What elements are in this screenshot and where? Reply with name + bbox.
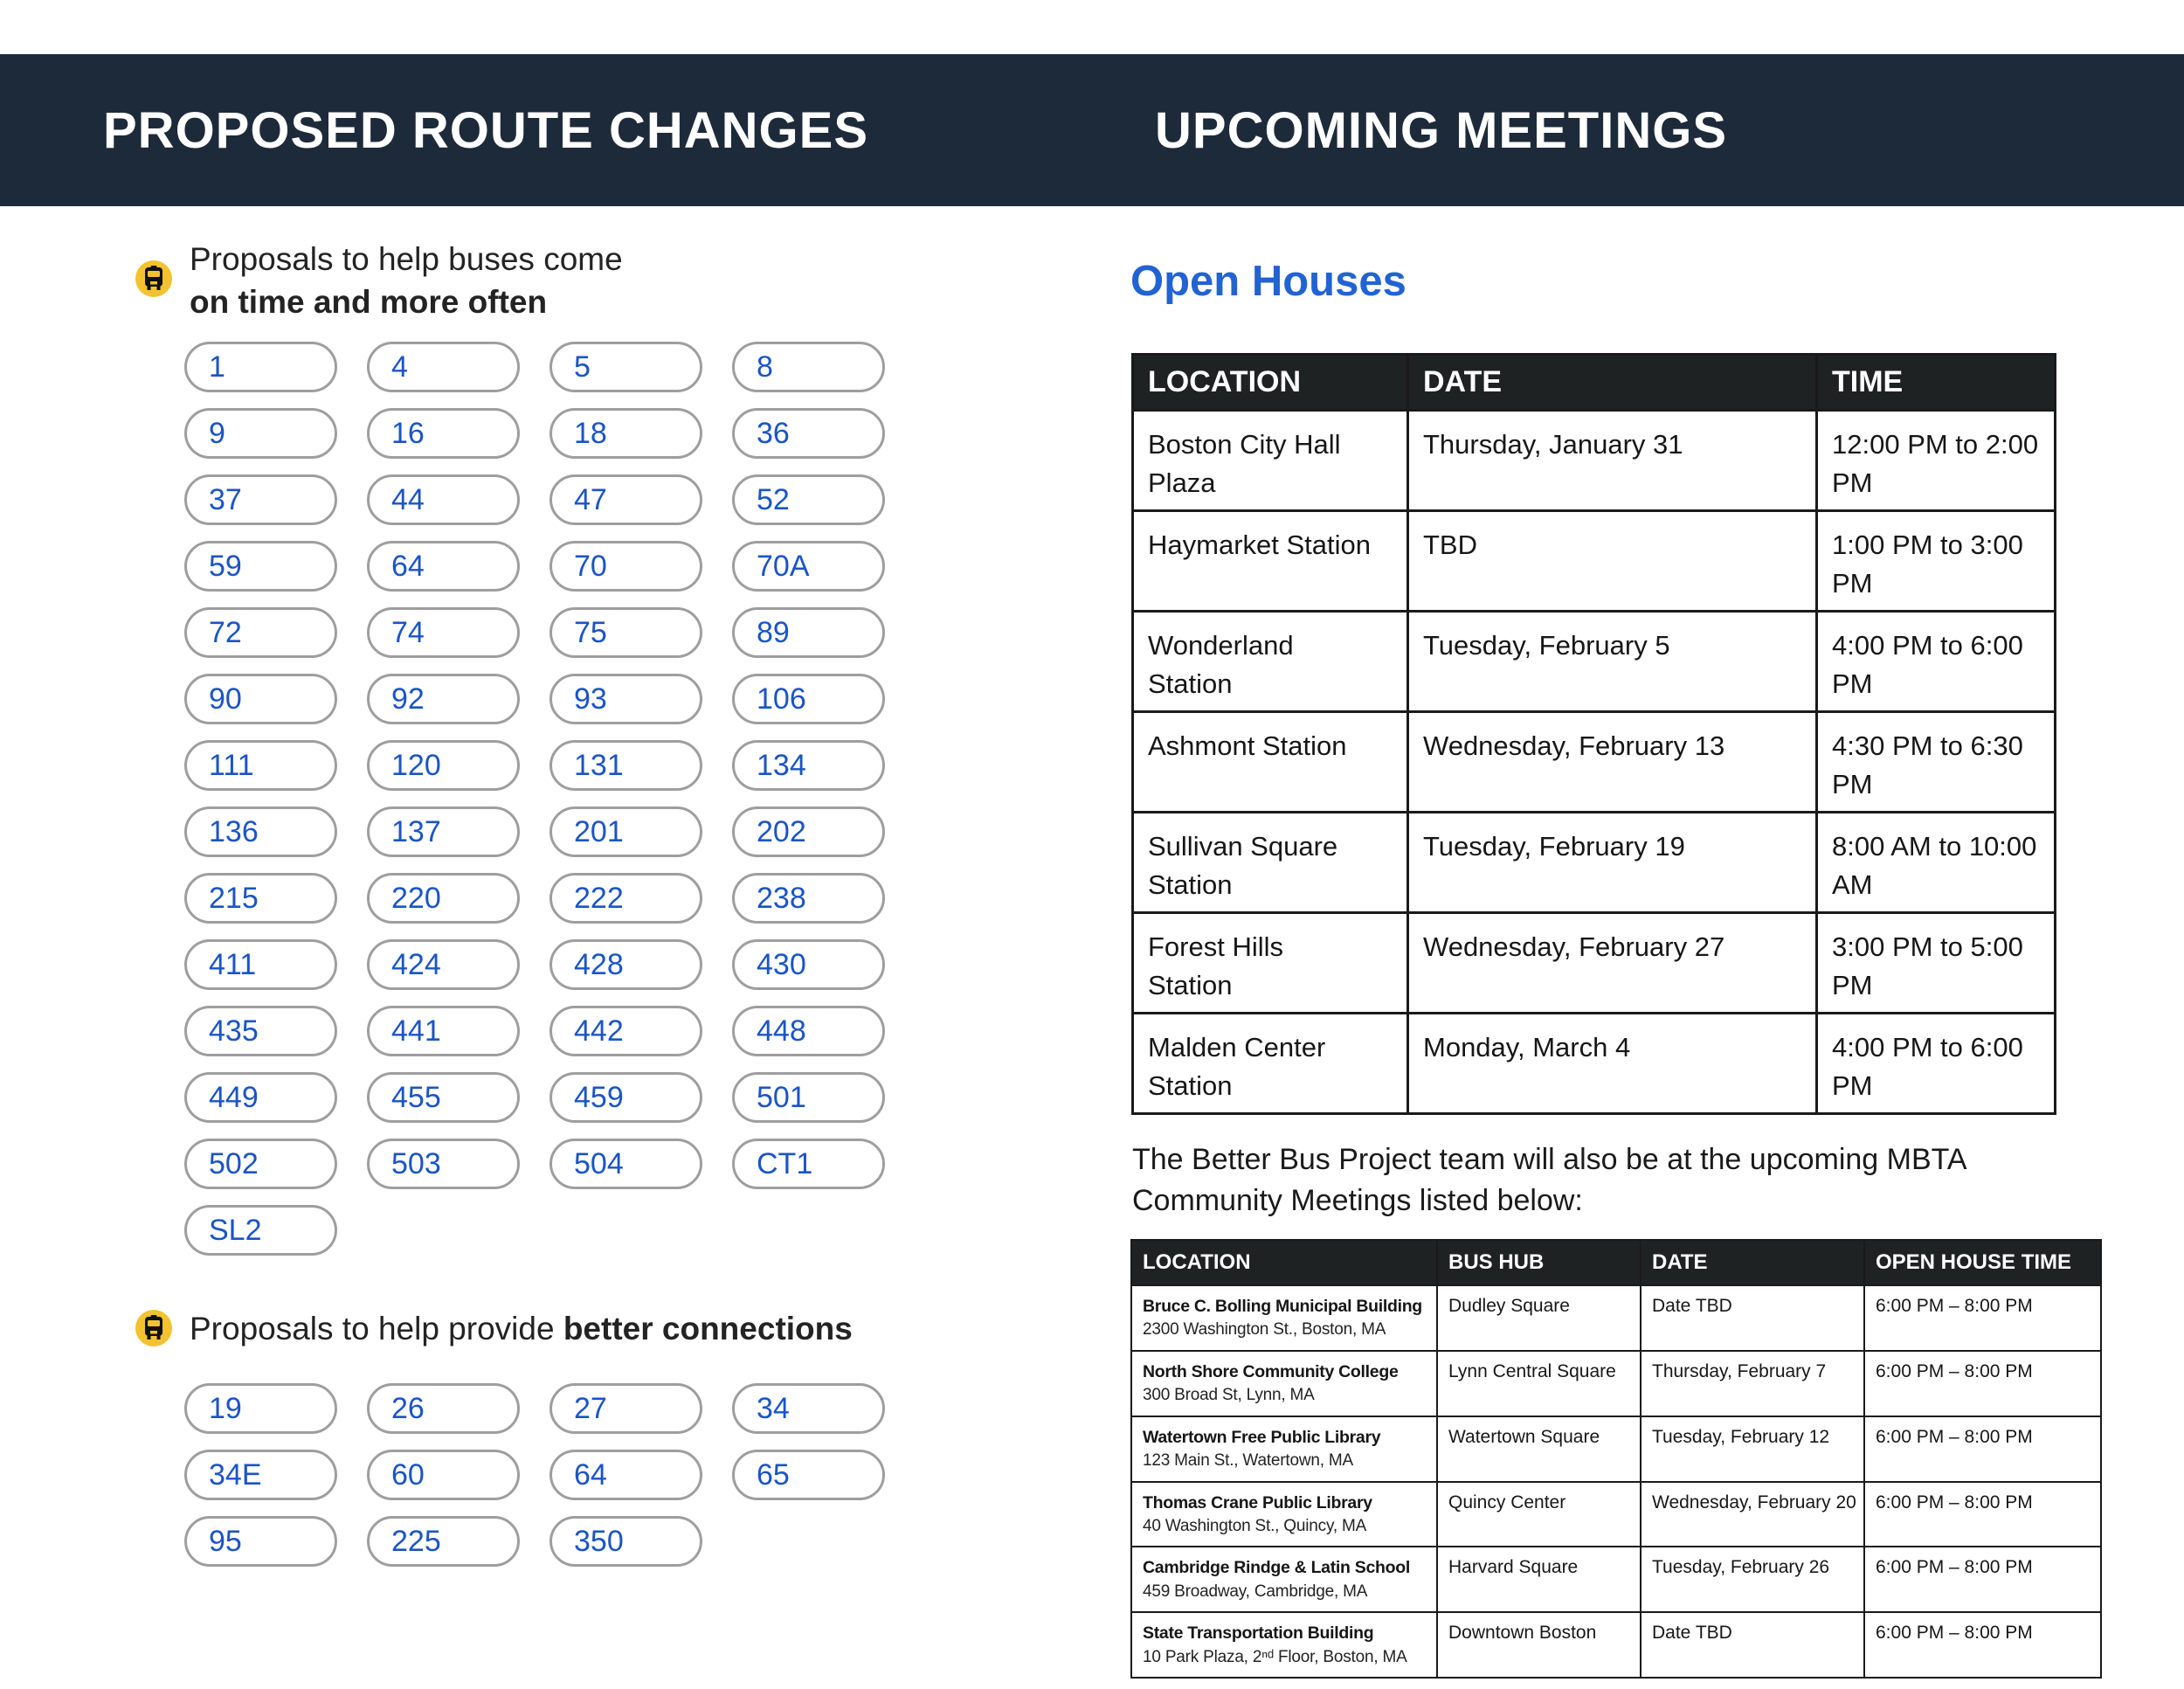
route-pill-5[interactable]: 5 xyxy=(549,342,702,392)
route-pill-459[interactable]: 459 xyxy=(549,1072,702,1123)
open-house-row xyxy=(1133,612,2056,712)
route-pill-16[interactable]: 16 xyxy=(367,408,520,459)
page-title-upcoming-meetings: UPCOMING MEETINGS xyxy=(1155,101,1728,159)
open-house-time-cell: 12:00 PM to 2:00 PM xyxy=(1817,411,2056,511)
route-pill-215[interactable]: 215 xyxy=(184,873,337,924)
open-houses-title: Open Houses xyxy=(1130,258,1406,305)
route-pill-111[interactable]: 111 xyxy=(184,740,337,791)
community-location-name: North Shore Community College xyxy=(1143,1361,1399,1381)
community-location-cell xyxy=(1131,1285,1437,1351)
open-house-location-cell: Boston City Hall Plaza xyxy=(1133,411,1408,511)
route-pill-74[interactable]: 74 xyxy=(367,607,520,658)
route-pill-36[interactable]: 36 xyxy=(732,408,885,459)
community-time-cell: 6:00 PM – 8:00 PM xyxy=(1864,1482,2101,1547)
section-connections-heading xyxy=(190,1307,853,1350)
route-pill-503[interactable]: 503 xyxy=(367,1139,520,1189)
open-house-time-cell: 3:00 PM to 5:00 PM xyxy=(1817,913,2056,1014)
community-location-cell xyxy=(1131,1351,1437,1416)
community-meeting-row xyxy=(1131,1416,2101,1482)
open-house-row xyxy=(1133,1014,2056,1114)
community-meetings-header-row xyxy=(1131,1240,2101,1285)
route-pill-27[interactable]: 27 xyxy=(549,1383,702,1434)
community-date-cell: Date TBD xyxy=(1641,1612,1864,1678)
route-pill-136[interactable]: 136 xyxy=(184,806,337,857)
open-house-time-cell: 4:00 PM to 6:00 PM xyxy=(1817,612,2056,712)
route-pill-238[interactable]: 238 xyxy=(732,873,885,924)
community-location-name: Bruce C. Bolling Municipal Building xyxy=(1143,1297,1422,1316)
open-house-date-cell: Tuesday, February 5 xyxy=(1408,612,1817,712)
community-col-location: LOCATION xyxy=(1131,1240,1437,1285)
route-pill-52[interactable]: 52 xyxy=(732,474,885,525)
route-pill-502[interactable]: 502 xyxy=(184,1139,337,1189)
open-house-row xyxy=(1133,511,2056,612)
open-houses-col-time: TIME xyxy=(1817,355,2056,411)
community-location-address: 459 Broadway, Cambridge, MA xyxy=(1143,1582,1368,1601)
community-location-name: Cambridge Rindge & Latin School xyxy=(1143,1558,1410,1578)
open-house-location-cell: Haymarket Station xyxy=(1133,511,1408,612)
route-pill-65[interactable]: 65 xyxy=(732,1450,885,1500)
open-houses-col-location: LOCATION xyxy=(1133,355,1408,411)
community-location-address: 300 Broad St, Lynn, MA xyxy=(1143,1386,1315,1405)
route-pill-1[interactable]: 1 xyxy=(184,342,337,392)
route-pill-93[interactable]: 93 xyxy=(549,674,702,724)
route-pill-222[interactable]: 222 xyxy=(549,873,702,924)
open-house-row xyxy=(1133,913,2056,1014)
community-bus-hub-cell: Watertown Square xyxy=(1437,1416,1641,1482)
community-date-cell: Tuesday, February 26 xyxy=(1641,1547,1864,1612)
route-pill-448[interactable]: 448 xyxy=(732,1006,885,1056)
bus-icon xyxy=(135,260,172,297)
route-pill-131[interactable]: 131 xyxy=(549,740,702,791)
open-house-date-cell: TBD xyxy=(1408,511,1817,612)
route-pill-455[interactable]: 455 xyxy=(367,1072,520,1123)
community-bus-hub-cell: Quincy Center xyxy=(1437,1482,1641,1547)
community-col-open-house-time: OPEN HOUSE TIME xyxy=(1864,1240,2101,1285)
route-grid-connections xyxy=(184,1383,885,1567)
community-location-name: Watertown Free Public Library xyxy=(1143,1427,1381,1447)
route-pill-34E[interactable]: 34E xyxy=(184,1450,337,1500)
open-house-location-cell: Sullivan Square Station xyxy=(1133,813,1408,913)
route-pill-18[interactable]: 18 xyxy=(549,408,702,459)
community-meeting-row xyxy=(1131,1482,2101,1547)
route-pill-435[interactable]: 435 xyxy=(184,1006,337,1056)
open-house-row xyxy=(1133,813,2056,913)
community-bus-hub-cell: Downtown Boston xyxy=(1437,1612,1641,1678)
open-house-date-cell: Monday, March 4 xyxy=(1408,1014,1817,1114)
section-connections-heading-regular: Proposals to help provide xyxy=(190,1311,555,1346)
community-location-cell xyxy=(1131,1416,1437,1482)
community-location-name: State Transportation Building xyxy=(1143,1623,1374,1644)
section-frequency-heading xyxy=(190,238,623,323)
community-meeting-row xyxy=(1131,1612,2101,1678)
community-time-cell: 6:00 PM – 8:00 PM xyxy=(1864,1547,2101,1612)
route-pill-225[interactable]: 225 xyxy=(367,1516,520,1567)
open-house-row xyxy=(1133,712,2056,813)
route-pill-137[interactable]: 137 xyxy=(367,806,520,857)
section-frequency-heading-line2: on time and more often xyxy=(190,284,548,320)
community-col-bus-hub: BUS HUB xyxy=(1437,1240,1641,1285)
route-pill-504[interactable]: 504 xyxy=(549,1139,702,1189)
route-pill-95[interactable]: 95 xyxy=(184,1516,337,1567)
community-bus-hub-cell: Harvard Square xyxy=(1437,1547,1641,1612)
route-pill-449[interactable]: 449 xyxy=(184,1072,337,1123)
community-time-cell: 6:00 PM – 8:00 PM xyxy=(1864,1416,2101,1482)
route-pill-134[interactable]: 134 xyxy=(732,740,885,791)
open-house-date-cell: Tuesday, February 19 xyxy=(1408,813,1817,913)
community-date-cell: Date TBD xyxy=(1641,1285,1864,1351)
route-pill-201[interactable]: 201 xyxy=(549,806,702,857)
route-pill-430[interactable]: 430 xyxy=(732,939,885,990)
community-location-address: 123 Main St., Watertown, MA xyxy=(1143,1450,1353,1470)
open-houses-col-date: DATE xyxy=(1408,355,1817,411)
bus-icon xyxy=(135,1310,172,1346)
route-pill-19[interactable]: 19 xyxy=(184,1383,337,1434)
community-location-cell xyxy=(1131,1612,1437,1678)
route-pill-120[interactable]: 120 xyxy=(367,740,520,791)
route-pill-220[interactable]: 220 xyxy=(367,873,520,924)
community-location-address: 40 Washington St., Quincy, MA xyxy=(1143,1516,1367,1535)
route-pill-202[interactable]: 202 xyxy=(732,806,885,857)
open-house-time-cell: 4:00 PM to 6:00 PM xyxy=(1817,1014,2056,1114)
community-location-cell xyxy=(1131,1547,1437,1612)
community-meeting-row xyxy=(1131,1285,2101,1351)
section-frequency-heading-line1: Proposals to help buses come xyxy=(190,241,623,277)
route-pill-428[interactable]: 428 xyxy=(549,939,702,990)
community-meeting-row xyxy=(1131,1547,2101,1612)
route-pill-47[interactable]: 47 xyxy=(549,474,702,525)
community-meetings-note: The Better Bus Project team will also be at the upcoming MBTA Community Meetings listed below: xyxy=(1132,1143,1966,1217)
route-pill-70[interactable]: 70 xyxy=(549,541,702,592)
route-pill-501[interactable]: 501 xyxy=(732,1072,885,1123)
open-house-location-cell: Forest Hills Station xyxy=(1133,913,1408,1014)
route-pill-34[interactable]: 34 xyxy=(732,1383,885,1434)
community-bus-hub-cell: Lynn Central Square xyxy=(1437,1351,1641,1416)
community-bus-hub-cell: Dudley Square xyxy=(1437,1285,1641,1351)
route-pill-411[interactable]: 411 xyxy=(184,939,337,990)
open-house-date-cell: Wednesday, February 27 xyxy=(1408,913,1817,1014)
route-pill-92[interactable]: 92 xyxy=(367,674,520,724)
route-pill-424[interactable]: 424 xyxy=(367,939,520,990)
community-date-cell: Thursday, February 7 xyxy=(1641,1351,1864,1416)
open-house-date-cell: Thursday, January 31 xyxy=(1408,411,1817,511)
route-pill-72[interactable]: 72 xyxy=(184,607,337,658)
route-pill-106[interactable]: 106 xyxy=(732,674,885,724)
community-time-cell: 6:00 PM – 8:00 PM xyxy=(1864,1285,2101,1351)
route-pill-59[interactable]: 59 xyxy=(184,541,337,592)
open-house-time-cell: 1:00 PM to 3:00 PM xyxy=(1817,511,2056,612)
community-location-address: 2300 Washington St., Boston, MA xyxy=(1143,1320,1386,1339)
community-date-cell: Tuesday, February 12 xyxy=(1641,1416,1864,1482)
route-pill-70A[interactable]: 70A xyxy=(732,541,885,592)
open-house-date-cell: Wednesday, February 13 xyxy=(1408,712,1817,813)
community-time-cell: 6:00 PM – 8:00 PM xyxy=(1864,1351,2101,1416)
community-meeting-row xyxy=(1131,1351,2101,1416)
route-pill-4[interactable]: 4 xyxy=(367,342,520,392)
route-pill-442[interactable]: 442 xyxy=(549,1006,702,1056)
open-houses-table xyxy=(1131,353,2056,1115)
community-location-cell xyxy=(1131,1482,1437,1547)
community-meetings-table xyxy=(1130,1239,2102,1679)
open-house-time-cell: 4:30 PM to 6:30 PM xyxy=(1817,712,2056,813)
header-banner xyxy=(0,54,2184,206)
route-pill-8[interactable]: 8 xyxy=(732,342,885,392)
route-pill-89[interactable]: 89 xyxy=(732,607,885,658)
route-pill-64[interactable]: 64 xyxy=(549,1450,702,1500)
community-col-date: DATE xyxy=(1641,1240,1864,1285)
route-pill-26[interactable]: 26 xyxy=(367,1383,520,1434)
route-pill-64[interactable]: 64 xyxy=(367,541,520,592)
community-time-cell: 6:00 PM – 8:00 PM xyxy=(1864,1612,2101,1678)
route-pill-9[interactable]: 9 xyxy=(184,408,337,459)
open-houses-header-row xyxy=(1133,355,2056,411)
community-location-name: Thomas Crane Public Library xyxy=(1143,1492,1372,1512)
open-house-location-cell: Wonderland Station xyxy=(1133,612,1408,712)
section-connections-heading-bold: better connections xyxy=(563,1311,853,1346)
route-pill-441[interactable]: 441 xyxy=(367,1006,520,1056)
route-pill-SL2[interactable]: SL2 xyxy=(184,1205,337,1256)
route-pill-37[interactable]: 37 xyxy=(184,474,337,525)
open-house-time-cell: 8:00 AM to 10:00 AM xyxy=(1817,813,2056,913)
route-pill-44[interactable]: 44 xyxy=(367,474,520,525)
community-location-address: 10 Park Plaza, 2ⁿᵈ Floor, Boston, MA xyxy=(1143,1647,1407,1666)
page-title-route-changes: PROPOSED ROUTE CHANGES xyxy=(103,101,868,159)
route-pill-90[interactable]: 90 xyxy=(184,674,337,724)
open-house-location-cell: Malden Center Station xyxy=(1133,1014,1408,1114)
route-pill-CT1[interactable]: CT1 xyxy=(732,1139,885,1189)
route-pill-350[interactable]: 350 xyxy=(549,1516,702,1567)
open-house-row xyxy=(1133,411,2056,511)
open-house-location-cell: Ashmont Station xyxy=(1133,712,1408,813)
route-pill-60[interactable]: 60 xyxy=(367,1450,520,1500)
route-pill-75[interactable]: 75 xyxy=(549,607,702,658)
route-grid-frequency xyxy=(184,342,885,1256)
community-date-cell: Wednesday, February 20 xyxy=(1641,1482,1864,1547)
